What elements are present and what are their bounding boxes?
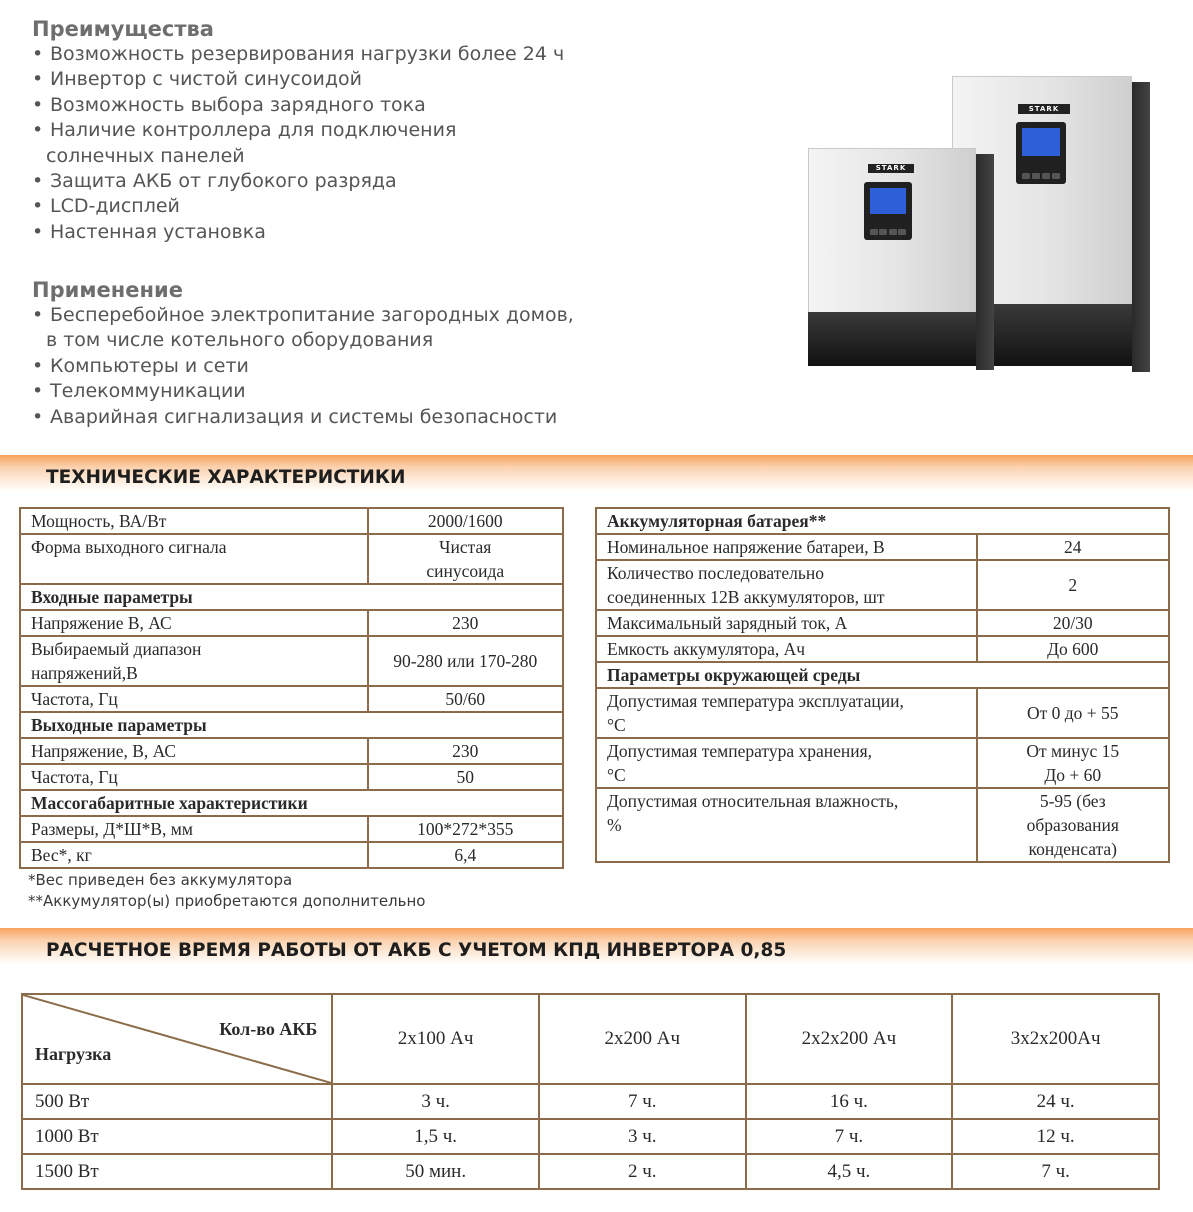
list-item: • Возможность выбора зарядного тока [32,93,564,118]
column-header: 2х2х200 Ач [746,994,953,1084]
list-item: • Бесперебойное электропитание загородных домов, [32,303,574,328]
spec-label: Размеры, Д*Ш*В, мм [20,816,368,842]
panel-buttons [870,229,906,235]
spec-label-line: °С [607,765,626,785]
footnote-weight: *Вес приведен без аккумулятора [28,871,293,889]
spec-value [977,738,1170,788]
spec-label-line: Количество последовательно [607,563,824,583]
list-item-continuation: солнечных панелей [46,144,245,167]
list-item: • Аварийная сигнализация и системы безопасности [32,405,574,430]
table-header-row [22,994,1159,1084]
corner-label-load: Нагрузка [35,1044,112,1064]
spec-label-line: соединенных 12В аккумуляторов, шт [607,587,885,607]
load-cell: 500 Вт [22,1084,332,1119]
runtime-cell: 16 ч. [746,1084,953,1119]
section-banner-runtime [0,928,1193,964]
table-row [596,738,1169,788]
product-image [800,70,1160,370]
spec-value-line: образования [1026,815,1119,835]
spec-label-line: Допустимая температура хранения, [607,741,873,761]
list-item: • LCD-дисплей [32,194,564,219]
table-row [20,508,563,534]
spec-value: 90-280 или 170-280 [368,636,563,686]
table-row [20,584,563,610]
spec-value-line: конденсата) [1028,839,1118,859]
spec-value-line: От минус 15 [1026,741,1120,761]
section-header: Аккумуляторная батарея** [596,508,1169,534]
spec-label-line: °С [607,715,626,735]
spec-label [596,738,977,788]
spec-value: 230 [368,738,563,764]
table-row [20,764,563,790]
spec-label [596,688,977,738]
runtime-cell: 50 мин. [332,1154,539,1189]
load-cell: 1500 Вт [22,1154,332,1189]
spec-label: Форма выходного сигнала [20,534,368,584]
table-row [20,842,563,868]
spec-value: 50/60 [368,686,563,712]
spec-value: 230 [368,610,563,636]
advantages-list [32,42,564,245]
advantages-section [32,16,564,245]
runtime-cell: 7 ч. [539,1084,746,1119]
table-row [596,508,1169,534]
table-row [22,1084,1159,1119]
runtime-cell: 2 ч. [539,1154,746,1189]
table-row [20,610,563,636]
application-section [32,277,574,430]
inverter-small [808,148,976,366]
spec-table-left [19,507,564,869]
load-cell: 1000 Вт [22,1119,332,1154]
runtime-cell: 7 ч. [952,1154,1159,1189]
spec-table-right [595,507,1170,863]
spec-label: Максимальный зарядный ток, А [596,610,977,636]
runtime-cell: 3 ч. [332,1084,539,1119]
unit-side [976,154,994,370]
spec-value [368,534,563,584]
spec-value: 2000/1600 [368,508,563,534]
runtime-cell: 7 ч. [746,1119,953,1154]
table-row [22,1119,1159,1154]
lcd-screen [870,188,906,214]
table-row [596,534,1169,560]
list-item-continuation: в том числе котельного оборудования [46,329,434,352]
list-item: • Компьютеры и сети [32,354,574,379]
table-row [20,738,563,764]
spec-label-line: Выбираемый диапазон [31,639,202,659]
spec-label: Мощность, ВА/Вт [20,508,368,534]
table-row [596,560,1169,610]
brand-logo: STARK [868,164,914,173]
table-row [596,788,1169,862]
application-title: Применение [32,278,183,302]
list-item: • Защита АКБ от глубокого разряда [32,169,564,194]
spec-value: 24 [977,534,1170,560]
spec-value: 100*272*355 [368,816,563,842]
spec-label-line: Допустимая относительная влажность, [607,791,899,811]
unit-base [808,312,976,366]
table-row [596,636,1169,662]
spec-value-line: До + 60 [1044,765,1102,785]
list-item: • Настенная установка [32,220,564,245]
table-row [20,636,563,686]
table-row [20,790,563,816]
runtime-cell: 4,5 ч. [746,1154,953,1189]
unit-side [1132,82,1150,372]
table-row [22,1154,1159,1189]
column-header: 2х200 Ач [539,994,746,1084]
column-header: 2х100 Ач [332,994,539,1084]
spec-value-line: 5-95 (без [1039,791,1106,811]
table-row [596,688,1169,738]
corner-label-batteries: Кол-во АКБ [219,1019,318,1039]
list-item: • Инвертор с чистой синусоидой [32,67,564,92]
brand-logo: STARK [1018,104,1070,114]
runtime-table [21,993,1160,1190]
footnote-battery: **Аккумулятор(ы) приобретаются дополнительно [28,892,426,910]
table-row [20,686,563,712]
table-row [20,816,563,842]
lcd-screen [1022,128,1060,156]
section-header: Параметры окружающей среды [596,662,1169,688]
runtime-cell: 24 ч. [952,1084,1159,1119]
runtime-cell: 3 ч. [539,1119,746,1154]
list-item: • Телекоммуникации [32,379,574,404]
spec-label [596,560,977,610]
spec-label: Напряжение, В, АС [20,738,368,764]
spec-label [596,788,977,862]
spec-value: 50 [368,764,563,790]
spec-value: От 0 до + 55 [977,688,1170,738]
spec-label [20,636,368,686]
section-title: РАСЧЕТНОЕ ВРЕМЯ РАБОТЫ ОТ АКБ С УЧЕТОМ КПД ИНВЕРТОРА 0,85 [46,940,787,961]
spec-label: Частота, Гц [20,686,368,712]
spec-label-line: % [607,815,622,835]
table-row [20,712,563,738]
spec-value-line: Чистая [439,537,492,557]
control-panel [1016,122,1066,184]
column-header: 3х2х200Ач [952,994,1159,1084]
table-row [596,662,1169,688]
section-header: Выходные параметры [20,712,563,738]
spec-label: Емкость аккумулятора, Ач [596,636,977,662]
spec-value: 20/30 [977,610,1170,636]
spec-label: Частота, Гц [20,764,368,790]
spec-value: 6,4 [368,842,563,868]
section-header: Входные параметры [20,584,563,610]
runtime-cell: 12 ч. [952,1119,1159,1154]
spec-value: До 600 [977,636,1170,662]
table-row [20,534,563,584]
spec-label: Напряжение В, АС [20,610,368,636]
panel-buttons [1022,173,1060,179]
table-row [596,610,1169,636]
section-header: Массогабаритные характеристики [20,790,563,816]
control-panel [864,182,912,240]
application-list [32,303,574,430]
spec-label: Номинальное напряжение батареи, В [596,534,977,560]
corner-header-cell [22,994,332,1084]
spec-label-line: Допустимая температура эксплуатации, [607,691,904,711]
spec-label-line: напряжений,В [31,663,138,683]
list-item: • Наличие контроллера для подключения [32,118,564,143]
advantages-title: Преимущества [32,17,214,41]
list-item: • Возможность резервирования нагрузки более 24 ч [32,42,564,67]
section-title: ТЕХНИЧЕСКИЕ ХАРАКТЕРИСТИКИ [46,467,406,488]
spec-value [977,788,1170,862]
spec-value: 2 [977,560,1170,610]
spec-label: Вес*, кг [20,842,368,868]
runtime-cell: 1,5 ч. [332,1119,539,1154]
section-banner-specs [0,455,1193,491]
spec-value-line: синусоида [426,561,505,581]
